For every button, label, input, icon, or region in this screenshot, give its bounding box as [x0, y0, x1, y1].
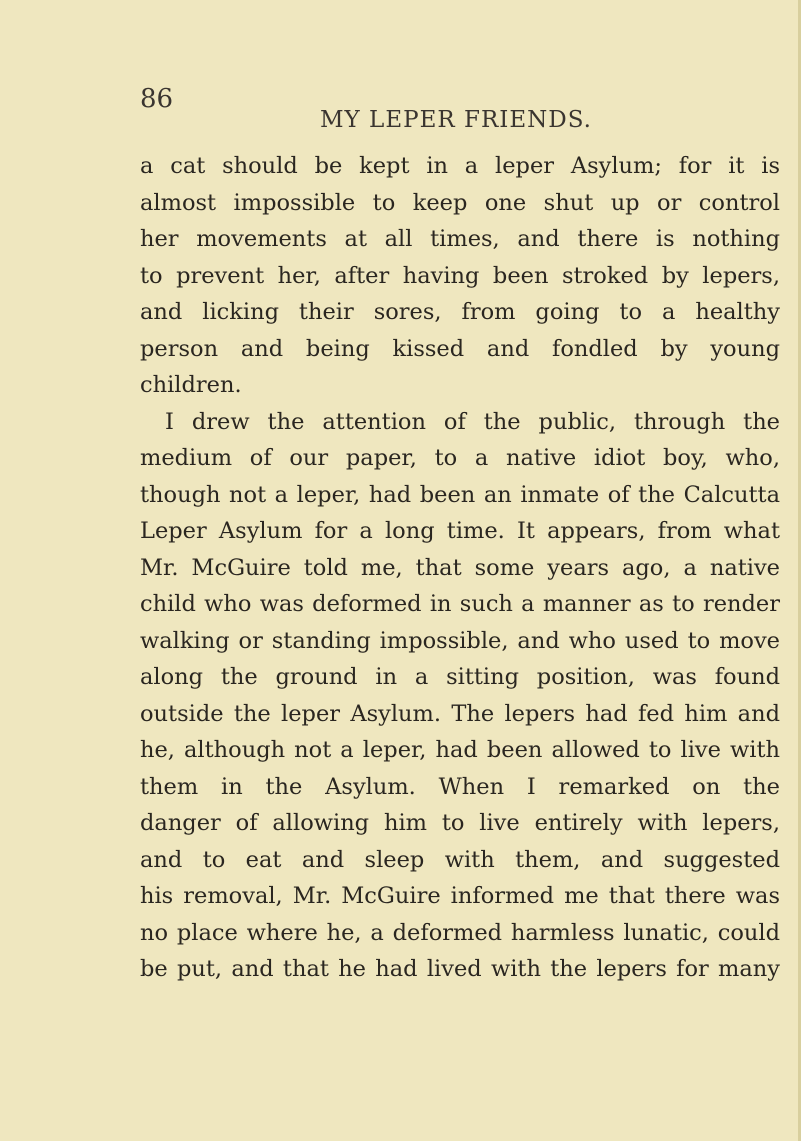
- text-line: though not a leper, had been an inmate of the Calcutta: [140, 481, 780, 508]
- body-text: [140, 148, 780, 988]
- text-line: almost impossible to keep one shut up or control: [140, 189, 780, 216]
- page-number: 86: [140, 84, 174, 114]
- text-line: and licking their sores, from going to a healthy: [140, 299, 780, 325]
- running-head: MY LEPER FRIENDS.: [320, 107, 592, 133]
- text-line: Leper Asylum for a long time. It appears, from what: [140, 518, 780, 544]
- text-line: walking or standing impossible, and who used to move: [140, 627, 780, 654]
- text-line: medium of our paper, to a native idiot boy, who,: [140, 445, 780, 471]
- text-line: to prevent her, after having been stroked by lepers,: [140, 262, 780, 289]
- text-line: his removal, Mr. McGuire informed me that there was: [140, 883, 780, 909]
- text-line: outside the leper Asylum. The lepers had fed him and: [140, 700, 780, 727]
- text-line: a cat should be kept in a leper Asylum; for it is: [140, 153, 780, 179]
- text-line: Mr. McGuire told me, that some years ago, a native: [140, 554, 780, 581]
- text-line: her movements at all times, and there is nothing: [140, 226, 780, 252]
- text-line: along the ground in a sitting position, was found: [140, 664, 780, 690]
- text-line: person and being kissed and fondled by young: [140, 335, 780, 362]
- text-line: them in the Asylum. When I remarked on the: [140, 773, 780, 800]
- text-line: no place where he, a deformed harmless lunatic, could: [140, 919, 780, 946]
- text-line: I drew the attention of the public, through the: [165, 408, 780, 435]
- text-line: children.: [140, 372, 242, 398]
- text-line: child who was deformed in such a manner as to render: [140, 591, 780, 617]
- text-line: he, although not a leper, had been allowed to live with: [140, 737, 780, 763]
- text-line: and to eat and sleep with them, and suggested: [140, 846, 780, 873]
- text-line: danger of allowing him to live entirely with lepers,: [140, 810, 780, 836]
- text-line: be put, and that he had lived with the lepers for many: [140, 956, 780, 982]
